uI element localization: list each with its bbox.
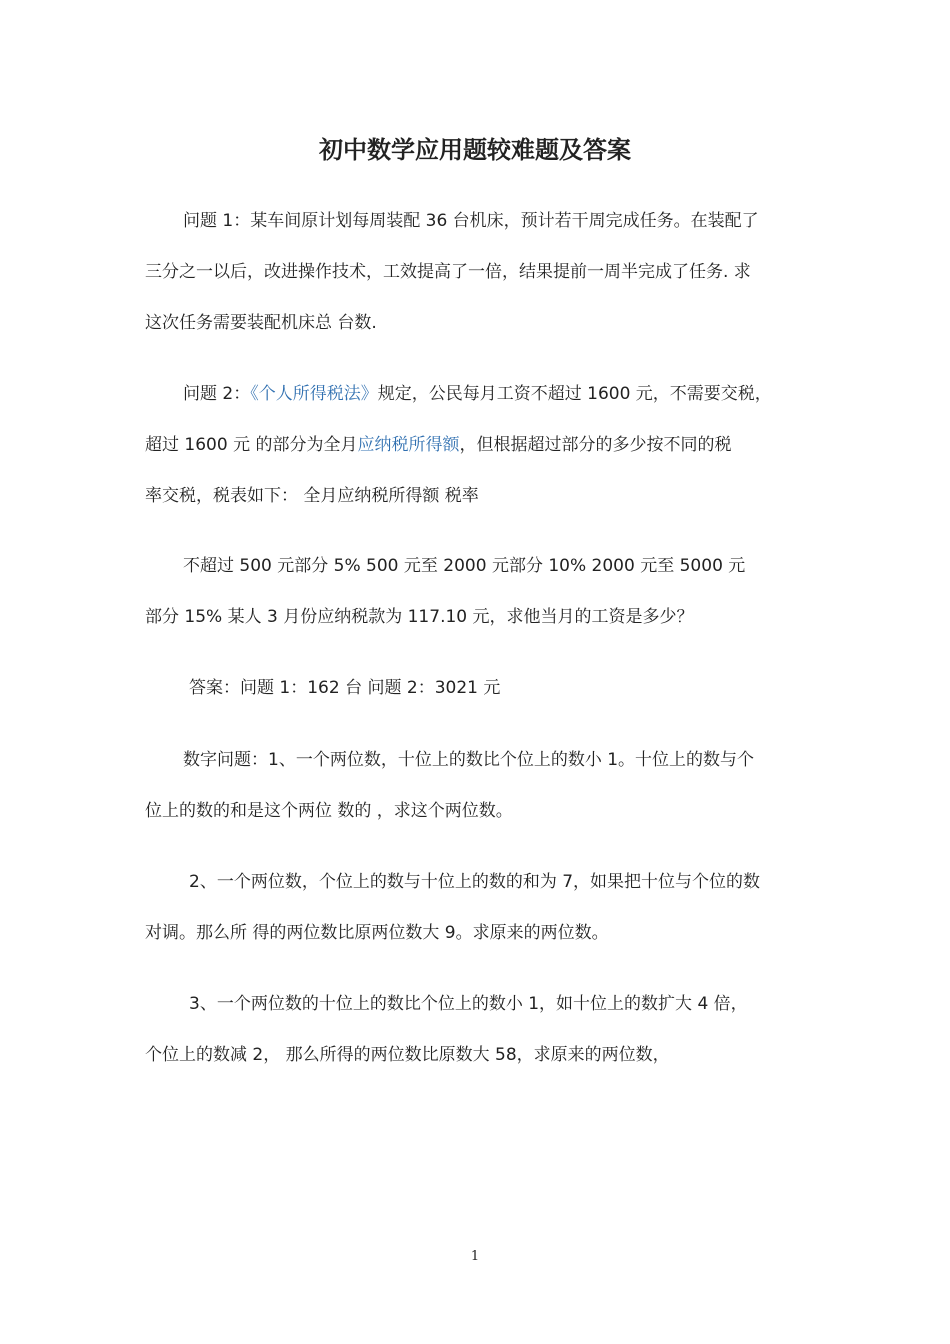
problem2-line-3: 率交税，税表如下： 全月应纳税所得额 税率 xyxy=(145,486,479,506)
problem2-line-2-prefix: 超过 1600 元 的部分为全月 xyxy=(145,435,358,455)
number-problem1-line-2: 位上的数的和是这个两位 数的 ，求这个两位数。 xyxy=(145,801,513,821)
problem1-line-2: 三分之一以后，改进操作技术，工效提高了一倍，结果提前一周半完成了任务. 求 xyxy=(145,262,751,282)
page-number: 1 xyxy=(470,1249,480,1264)
answers-line: 答案：问题 1：162 台 问题 2：3021 元 xyxy=(189,678,501,698)
number-problem2-line-2: 对调。那么所 得的两位数比原两位数大 9。求原来的两位数。 xyxy=(145,923,609,943)
problem2-line-1-prefix: 问题 2： xyxy=(183,384,251,404)
document-title: 初中数学应用题较难题及答案 xyxy=(319,135,631,164)
number-problem3-line-2: 个位上的数减 2， 那么所得的两位数比原数大 58，求原来的两位数， xyxy=(145,1045,670,1065)
tax-table-line-2: 部分 15% 某人 3 月份应纳税款为 117.10 元，求他当月的工资是多少？ xyxy=(145,607,694,627)
problem2-line-2-suffix: ，但根据超过部分的多少按不同的税 xyxy=(459,435,732,455)
number-problem1-line-1: 数字问题：1、一个两位数，十位上的数比个位上的数小 1。十位上的数与个 xyxy=(183,750,755,770)
problem2-line-1-suffix: 规定，公民每月工资不超过 1600 元，不需要交税， xyxy=(377,384,772,404)
tax-law-link[interactable]: 《个人所得税法》 xyxy=(250,384,378,404)
number-problem2-line-1: 2、一个两位数，个位上的数与十位上的数的和为 7，如果把十位与个位的数 xyxy=(189,872,761,892)
tax-table-line-1: 不超过 500 元部分 5% 500 元至 2000 元部分 10% 2000 元至 5000 元 xyxy=(183,556,746,576)
problem1-line-1: 问题 1：某车间原计划每周装配 36 台机床，预计若干周完成任务。在装配了 xyxy=(183,211,759,231)
number-problem3-line-1: 3、一个两位数的十位上的数比个位上的数小 1，如十位上的数扩大 4 倍， xyxy=(189,994,748,1014)
problem2-line-2 xyxy=(145,432,731,458)
problem1-line-3: 这次任务需要装配机床总 台数. xyxy=(145,313,377,333)
taxable-income-link[interactable]: 应纳税所得额 xyxy=(357,435,460,455)
problem2-line-1 xyxy=(183,381,772,407)
